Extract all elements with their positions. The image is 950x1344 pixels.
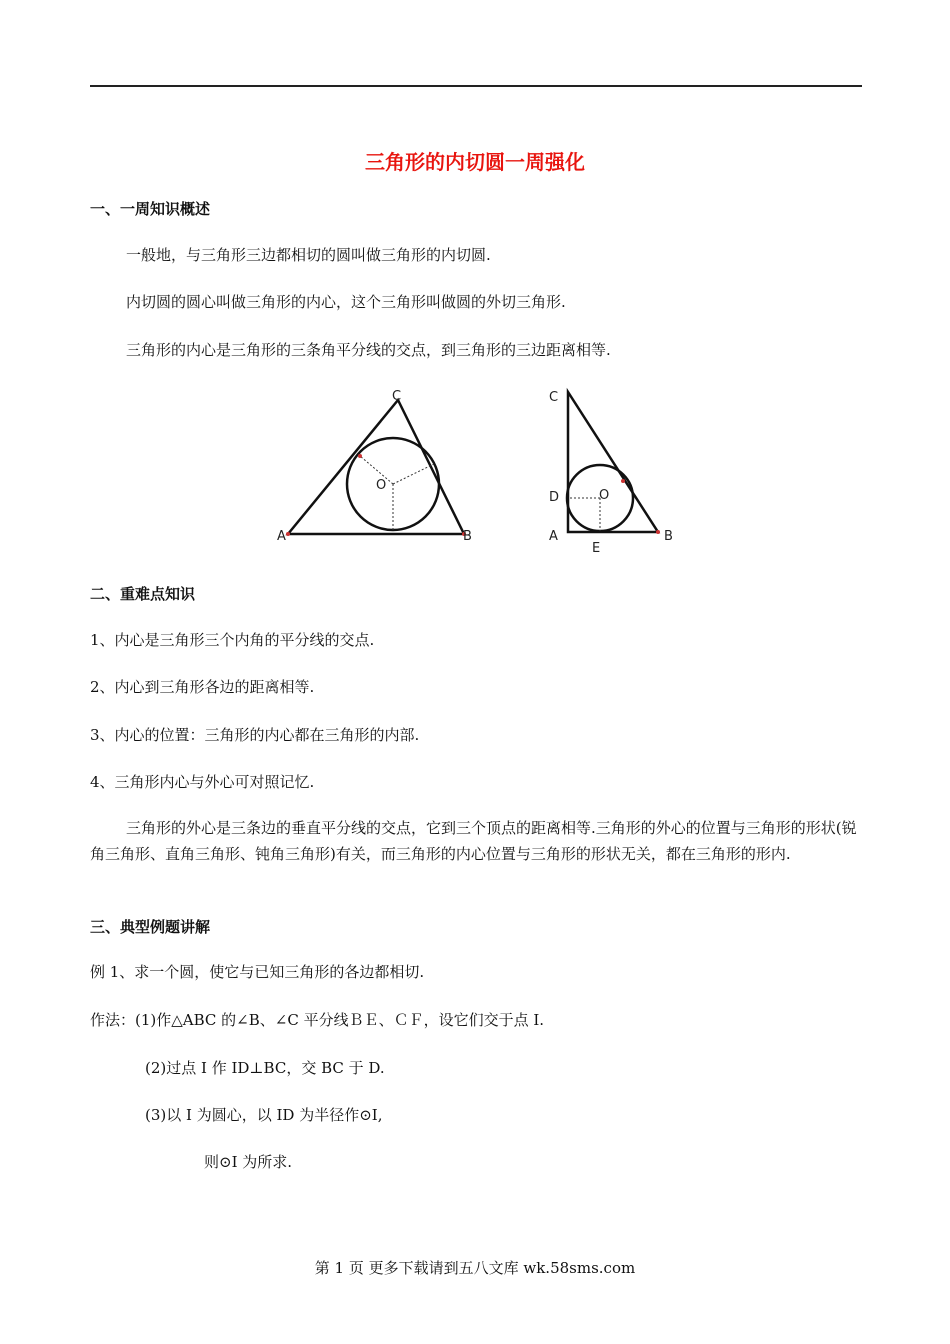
example-1-text: 例 1、求一个圆，使它与已知三角形的各边都相切.: [90, 963, 425, 981]
label-a: A: [277, 529, 286, 544]
construction-conclusion: 则⊙I 为所求.: [204, 1153, 293, 1171]
label-o: O: [376, 478, 387, 493]
section1-heading: 一、一周知识概述: [90, 200, 211, 218]
key-point-4: 4、三角形内心与外心可对照记忆.: [90, 773, 315, 791]
label-d: D: [549, 490, 560, 505]
construction-step-1: 作法：(1)作△ABC 的∠B、∠C 平分线ＢＥ、ＣＦ，设它们交于点 I.: [90, 1011, 545, 1029]
label-b: B: [664, 529, 673, 544]
header-rule: [90, 85, 862, 87]
label-e: E: [592, 541, 601, 556]
incircle-figure-2: [540, 380, 690, 560]
section3-heading: 三、典型例题讲解: [90, 918, 211, 936]
key-point-1: 1、内心是三角形三个内角的平分线的交点.: [90, 631, 375, 649]
key-point-2: 2、内心到三角形各边的距离相等.: [90, 678, 315, 696]
point-a: [286, 532, 290, 536]
triangle-abc: [288, 400, 464, 534]
tangent-point: [621, 479, 625, 483]
page-title: 三角形的内切圆一周强化: [365, 150, 585, 174]
label-o: O: [599, 488, 610, 503]
radius-to-bc: [393, 464, 434, 484]
definition-line-1: 一般地，与三角形三边都相切的圆叫做三角形的内切圆.: [126, 246, 491, 264]
definition-line-2: 内切圆的圆心叫做三角形的内心，这个三角形叫做圆的外切三角形.: [126, 293, 566, 311]
definition-line-3: 三角形的内心是三角形的三条角平分线的交点，到三角形的三边距离相等.: [126, 341, 611, 359]
key-point-3: 3、内心的位置：三角形的内心都在三角形的内部.: [90, 726, 420, 744]
label-c: C: [392, 389, 402, 404]
section2-heading: 二、重难点知识: [90, 585, 196, 603]
label-a: A: [549, 529, 558, 544]
tangent-point: [358, 454, 362, 458]
right-triangle-abc: [568, 392, 658, 532]
label-b: B: [463, 529, 472, 544]
construction-step-3: (3)以 I 为圆心，以 ID 为半径作⊙I,: [145, 1106, 383, 1124]
label-c: C: [549, 390, 559, 405]
circumcenter-paragraph: 三角形的外心是三条边的垂直平分线的交点，它到三个顶点的距离相等.三角形的外心的位置与三角形的形状(锐角三角形、直角三角形、钝角三角形)有关，而三角形的内心位置与三角形的形状无关，都在三角形的形内.: [90, 819, 857, 863]
point-b: [656, 530, 660, 534]
construction-step-2: (2)过点 I 作 ID⊥BC，交 BC 于 D.: [145, 1059, 385, 1077]
page-footer: 第 1 页 更多下载请到五八文库 wk.58sms.com: [314, 1259, 636, 1277]
incircle-figure-1: [270, 380, 490, 550]
